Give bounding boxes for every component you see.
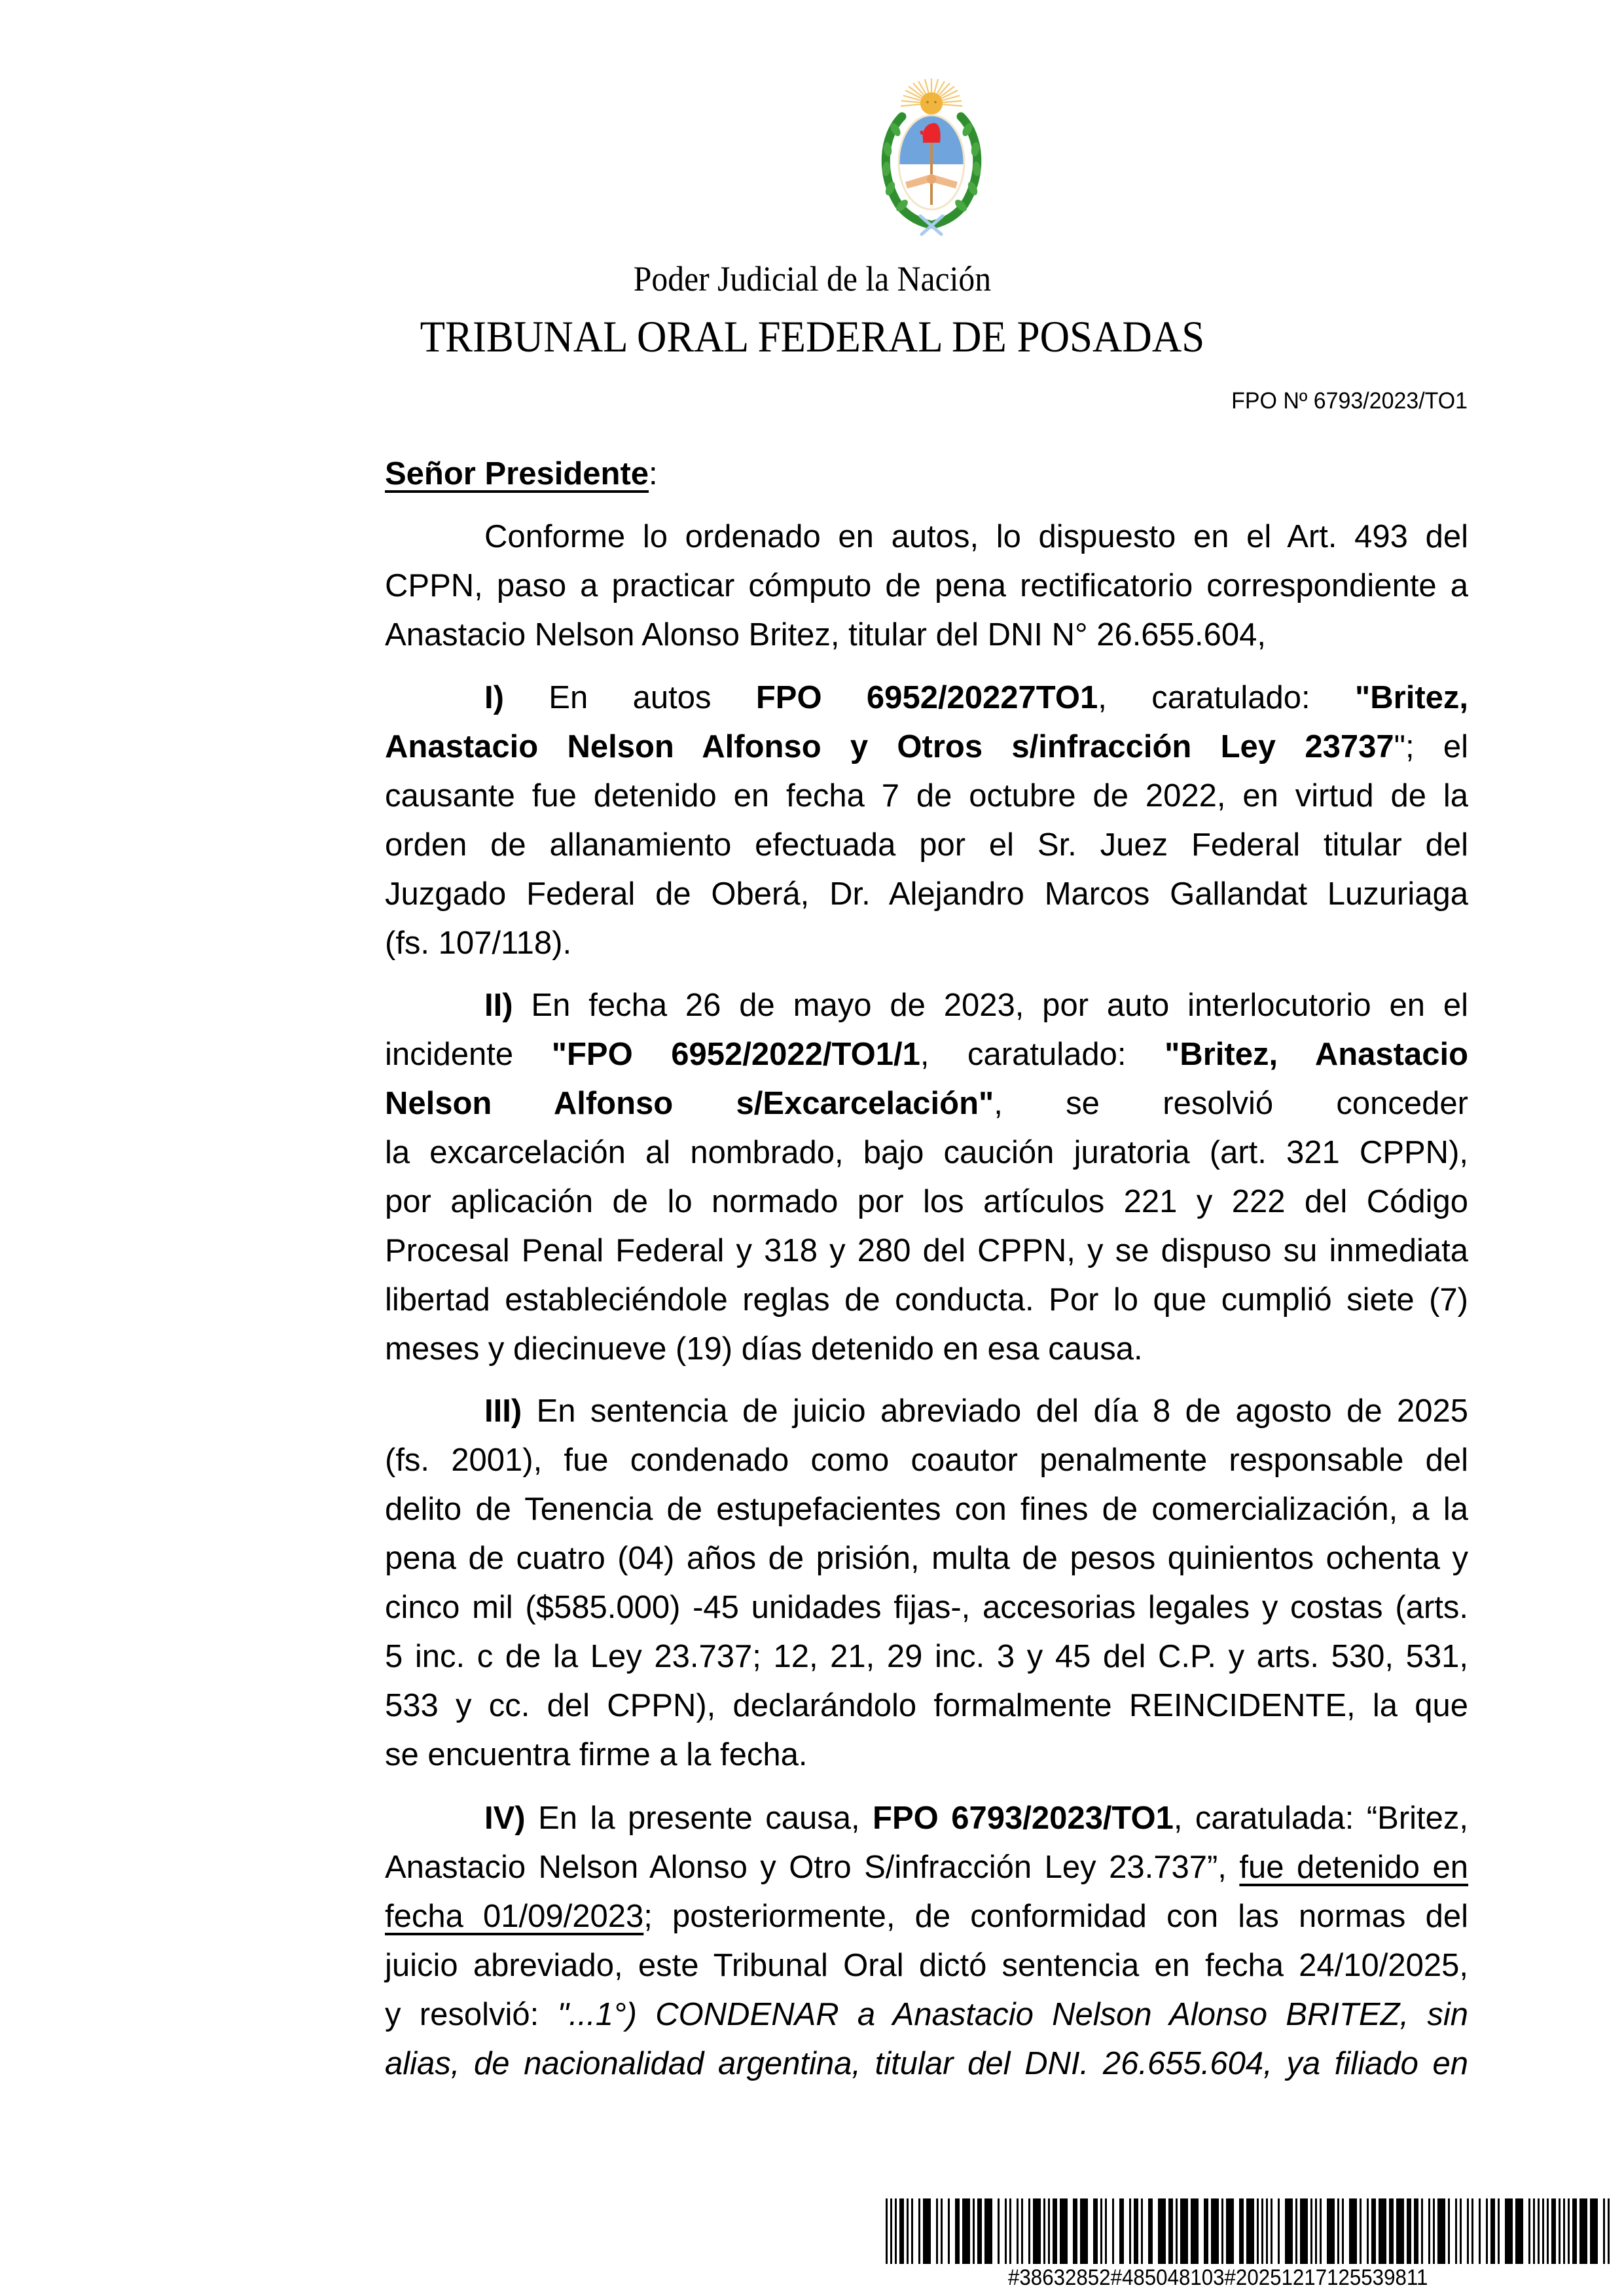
quoted-resolution: alias, de nacionalidad argentina, titular del DNI. 26.655.604, ya filiado en (385, 2046, 1468, 2081)
barcode-bar (1204, 2198, 1208, 2264)
barcode-bar (1285, 2198, 1293, 2264)
case-reference: "FPO 6952/2022/TO1/1 (551, 1037, 920, 1072)
barcode-bar (1486, 2198, 1488, 2264)
barcode-bar (1579, 2198, 1587, 2264)
paragraph-2-line-1 (385, 986, 1468, 1025)
barcode-bar (1093, 2198, 1098, 2264)
salutation (385, 454, 1468, 493)
text-span: , caratulada: “Britez, (1173, 1801, 1468, 1836)
barcode-bar (1515, 2198, 1523, 2264)
barcode-bar (1568, 2198, 1570, 2264)
barcode-bar (1389, 2198, 1394, 2264)
paragraph-1-line-5: Juzgado Federal de Oberá, Dr. Alejandro Marcos Gallandat Luzuriaga (385, 876, 1468, 912)
barcode-bar (1559, 2198, 1561, 2264)
paragraph-4-line-3 (385, 1897, 1468, 1936)
barcode-bar (1448, 2198, 1450, 2264)
institution-title (0, 259, 1624, 298)
barcode-bar (1396, 2198, 1404, 2264)
text-span: , caratulado: (920, 1037, 1165, 1072)
barcode-bar (1572, 2198, 1577, 2264)
underlined-detention-date: fecha 01/09/2023 (385, 1899, 644, 1934)
barcode-bar (1176, 2198, 1178, 2264)
barcode-bar (1471, 2198, 1473, 2264)
case-title: Nelson Alfonso s/Excarcelación" (385, 1086, 994, 1121)
paragraph-3-line-5: cinco mil ($585.000) -45 unidades fijas-, accesorias legales y costas (arts. (385, 1590, 1468, 1625)
paragraph-4-line-1 (385, 1799, 1468, 1838)
barcode-bar (1421, 2198, 1423, 2264)
barcode-bar (1141, 2198, 1143, 2264)
paragraph-2-line-8: meses y diecinueve (19) días detenido en esa causa. (385, 1331, 1143, 1367)
barcode-bar (998, 2198, 1000, 2264)
barcode-bar (1467, 2198, 1469, 2264)
barcode-bar (1105, 2198, 1107, 2264)
case-number: FPO Nº 6793/2023/TO1 (1231, 388, 1468, 414)
barcode-bar (1542, 2198, 1544, 2264)
barcode-bar (1048, 2198, 1050, 2264)
barcode-bar (1239, 2198, 1244, 2264)
paragraph-4-line-5 (385, 1995, 1468, 2034)
barcode-bar (1547, 2198, 1549, 2264)
barcode-bar (911, 2198, 913, 2264)
barcode-bar (1017, 2198, 1019, 2264)
case-title: "Britez, (1355, 680, 1468, 715)
barcode-bar (1367, 2198, 1369, 2264)
barcode-bar (955, 2198, 960, 2264)
barcode-bar (1158, 2198, 1166, 2264)
underlined-detention-text: fue detenido en (1239, 1850, 1469, 1885)
barcode-bar (1563, 2198, 1565, 2264)
barcode-bar (977, 2198, 982, 2264)
barcode-bar (1278, 2198, 1280, 2264)
coat-of-arms-icon (876, 77, 987, 238)
barcode-bar (1073, 2198, 1077, 2264)
barcode-bar (1342, 2198, 1344, 2264)
barcode-bar (1221, 2198, 1223, 2264)
barcode-bar (1021, 2198, 1023, 2264)
barcode-bar (984, 2198, 992, 2264)
paragraph-2-line-3 (385, 1084, 1468, 1123)
text-span: , se resolvió conceder (994, 1086, 1468, 1121)
barcode-bar (1246, 2198, 1254, 2264)
barcode-bar (1295, 2198, 1297, 2264)
paragraph-4-line-2 (385, 1848, 1468, 1887)
barcode-bar (886, 2198, 888, 2264)
text-span: En autos (503, 680, 756, 715)
barcode-bar (1119, 2198, 1124, 2264)
text-span: En fecha 26 de mayo de 2023, por auto interlocutorio en el (513, 988, 1468, 1023)
paragraph-2-line-4: la excarcelación al nombrado, bajo caución juratoria (art. 321 CPPN), (385, 1135, 1468, 1170)
barcode-bar (1211, 2198, 1219, 2264)
paragraph-3-line-7: 533 y cc. del CPPN), declarándolo formalmente REINCIDENTE, la que (385, 1688, 1468, 1723)
paragraph-2-line-2 (385, 1035, 1468, 1074)
barcode-bar (1148, 2198, 1153, 2264)
barcode-bar (1257, 2198, 1259, 2264)
institution-title-text: Poder Judicial de la Nación (633, 259, 991, 298)
barcode-bar (1315, 2198, 1317, 2264)
paragraph-4-line-6 (385, 2044, 1468, 2083)
barcode-bar (1043, 2198, 1045, 2264)
barcode-bar (1460, 2198, 1462, 2264)
paragraph-3-line-4: pena de cuatro (04) años de prisión, multa de pesos quinientos ochenta y (385, 1541, 1468, 1576)
barcode-bar (1360, 2198, 1362, 2264)
barcode-bar (962, 2198, 970, 2264)
barcode-bar (1100, 2198, 1102, 2264)
paragraph-2-marker: II) (484, 988, 513, 1023)
barcode-bar (1407, 2198, 1411, 2264)
text-span: y resolvió: (385, 1997, 558, 2032)
barcode-bar (1479, 2198, 1481, 2264)
barcode-bar (890, 2198, 892, 2264)
barcode-bar (899, 2198, 904, 2264)
text-span: ; posteriormente, de conformidad con las normas del (643, 1899, 1468, 1934)
barcode-bar (941, 2198, 943, 2264)
intro-line-3: Anastacio Nelson Alonso Britez, titular del DNI N° 26.655.604, (385, 617, 1267, 653)
barcode-bar (1498, 2198, 1500, 2264)
barcode-bar (1060, 2198, 1068, 2264)
text-span: "; el (1394, 729, 1469, 764)
barcode-bar (1505, 2198, 1513, 2264)
paragraph-1-line-3: causante fue detenido en fecha 7 de octubre de 2022, en virtud de la (385, 778, 1468, 814)
barcode-bar (1261, 2198, 1263, 2264)
barcode-bar (1191, 2198, 1199, 2264)
barcode-bar (1033, 2198, 1041, 2264)
court-title (0, 312, 1624, 361)
barcode-bar (1455, 2198, 1457, 2264)
text-span: En sentencia de juicio abreviado del día 8 de agosto de 2025 (522, 1393, 1468, 1429)
paragraph-1-marker: I) (484, 680, 504, 715)
quoted-resolution: "...1°) CONDENAR a Anastacio Nelson Alonso BRITEZ, sin (557, 1997, 1469, 2032)
paragraph-3-line-2: (fs. 2001), fue condenado como coautor penalmente responsable del (385, 1443, 1468, 1478)
barcode-bar (1226, 2198, 1234, 2264)
paragraph-4-marker: IV) (484, 1801, 526, 1836)
barcode-bar (918, 2198, 920, 2264)
barcode-bar (1428, 2198, 1430, 2264)
paragraph-3-line-8: se encuentra firme a la fecha. (385, 1737, 808, 1772)
barcode-bar (1590, 2198, 1598, 2264)
barcode-bar (1300, 2198, 1308, 2264)
barcode-bar (1379, 2198, 1386, 2264)
salutation-text: Señor Presidente (385, 456, 649, 492)
paragraph-4-line-4: juicio abreviado, este Tribunal Oral dictó sentencia en fecha 24/10/2025, (385, 1948, 1468, 1983)
barcode-bar (1005, 2198, 1007, 2264)
barcode-bar (1551, 2198, 1556, 2264)
salutation-colon: : (649, 456, 658, 492)
barcode-bar (1320, 2198, 1322, 2264)
barcode-bar (1608, 2198, 1610, 2264)
shield-icon (895, 113, 967, 213)
barcode-bar (1327, 2198, 1335, 2264)
paragraph-3-line-1 (385, 1391, 1468, 1431)
paragraph-2-line-6: Procesal Penal Federal y 318 y 280 del CPPN, y se dispuso su inmediata (385, 1233, 1468, 1268)
paragraph-3-line-6: 5 inc. c de la Ley 23.737; 12, 21, 29 inc. 3 y 45 del C.P. y arts. 530, 531, (385, 1639, 1468, 1674)
barcode-bar (1528, 2198, 1530, 2264)
paragraph-3-line-3: delito de Tenencia de estupefacientes con fines de comercialización, a la (385, 1492, 1468, 1527)
case-reference: FPO 6952/20227TO1 (755, 680, 1098, 715)
case-title: "Britez, Anastacio (1164, 1037, 1469, 1072)
barcode-bar (1337, 2198, 1339, 2264)
barcode-bar (1266, 2198, 1268, 2264)
barcode-bar (1129, 2198, 1131, 2264)
paragraph-1-line-2 (385, 727, 1468, 766)
barcode-bar (1437, 2198, 1445, 2264)
barcode-bar (1080, 2198, 1088, 2264)
barcode-bar (936, 2198, 938, 2264)
paragraph-2-line-5: por aplicación de lo normado por los artículos 221 y 222 del Código (385, 1184, 1468, 1219)
case-title: Anastacio Nelson Alfonso y Otros s/infracción Ley 23737 (385, 729, 1394, 764)
text-span: incidente (385, 1037, 552, 1072)
barcode-bar (1538, 2198, 1540, 2264)
barcode-text: #38632852#485048103#20251217125539811 (1008, 2265, 1428, 2290)
barcode-bar (923, 2198, 931, 2264)
barcode-bar (895, 2198, 897, 2264)
barcode-bar (1603, 2198, 1605, 2264)
barcode-bar (1180, 2198, 1188, 2264)
barcode-bar (1414, 2198, 1418, 2264)
intro-line-2: CPPN, paso a practicar cómputo de pena rectificatorio correspondiente a (385, 568, 1468, 603)
text-span: En la presente causa, (525, 1801, 873, 1836)
barcode-bar (1028, 2198, 1030, 2264)
barcode-bar (1053, 2198, 1057, 2264)
barcode-bar (907, 2198, 909, 2264)
court-title-text: TRIBUNAL ORAL FEDERAL DE POSADAS (420, 312, 1204, 361)
paragraph-1-line-6: (fs. 107/118). (385, 925, 572, 961)
barcode-bar (1349, 2198, 1357, 2264)
barcode-bar (1112, 2198, 1114, 2264)
paragraph-3-marker: III) (484, 1393, 522, 1429)
text-span: , caratulado: (1098, 680, 1356, 715)
paragraph-1-line-1 (385, 678, 1468, 717)
barcode-bar (1310, 2198, 1312, 2264)
barcode-bar (1533, 2198, 1535, 2264)
barcode-bar (1490, 2198, 1495, 2264)
paragraph-2-line-7: libertad estableciéndole reglas de conducta. Por lo que cumplió siete (7) (385, 1282, 1468, 1318)
sun-icon (901, 79, 962, 115)
barcode-bar (1433, 2198, 1435, 2264)
barcode-bar (1009, 2198, 1011, 2264)
barcode-bar (1371, 2198, 1376, 2264)
text-span: Anastacio Nelson Alonso y Otro S/infracción Ley 23.737”, (385, 1850, 1240, 1885)
paragraph-1-line-4: orden de allanamiento efectuada por el Sr. Juez Federal titular del (385, 827, 1468, 863)
barcode-bar (973, 2198, 975, 2264)
intro-line-1: Conforme lo ordenado en autos, lo dispuesto en el Art. 493 del (484, 519, 1468, 554)
barcode-bar (1134, 2198, 1138, 2264)
barcode-bar (1271, 2198, 1272, 2264)
barcode-bar (1168, 2198, 1173, 2264)
case-reference: FPO 6793/2023/TO1 (873, 1801, 1174, 1836)
barcode-bar (948, 2198, 950, 2264)
barcode-icon (886, 2198, 1611, 2264)
